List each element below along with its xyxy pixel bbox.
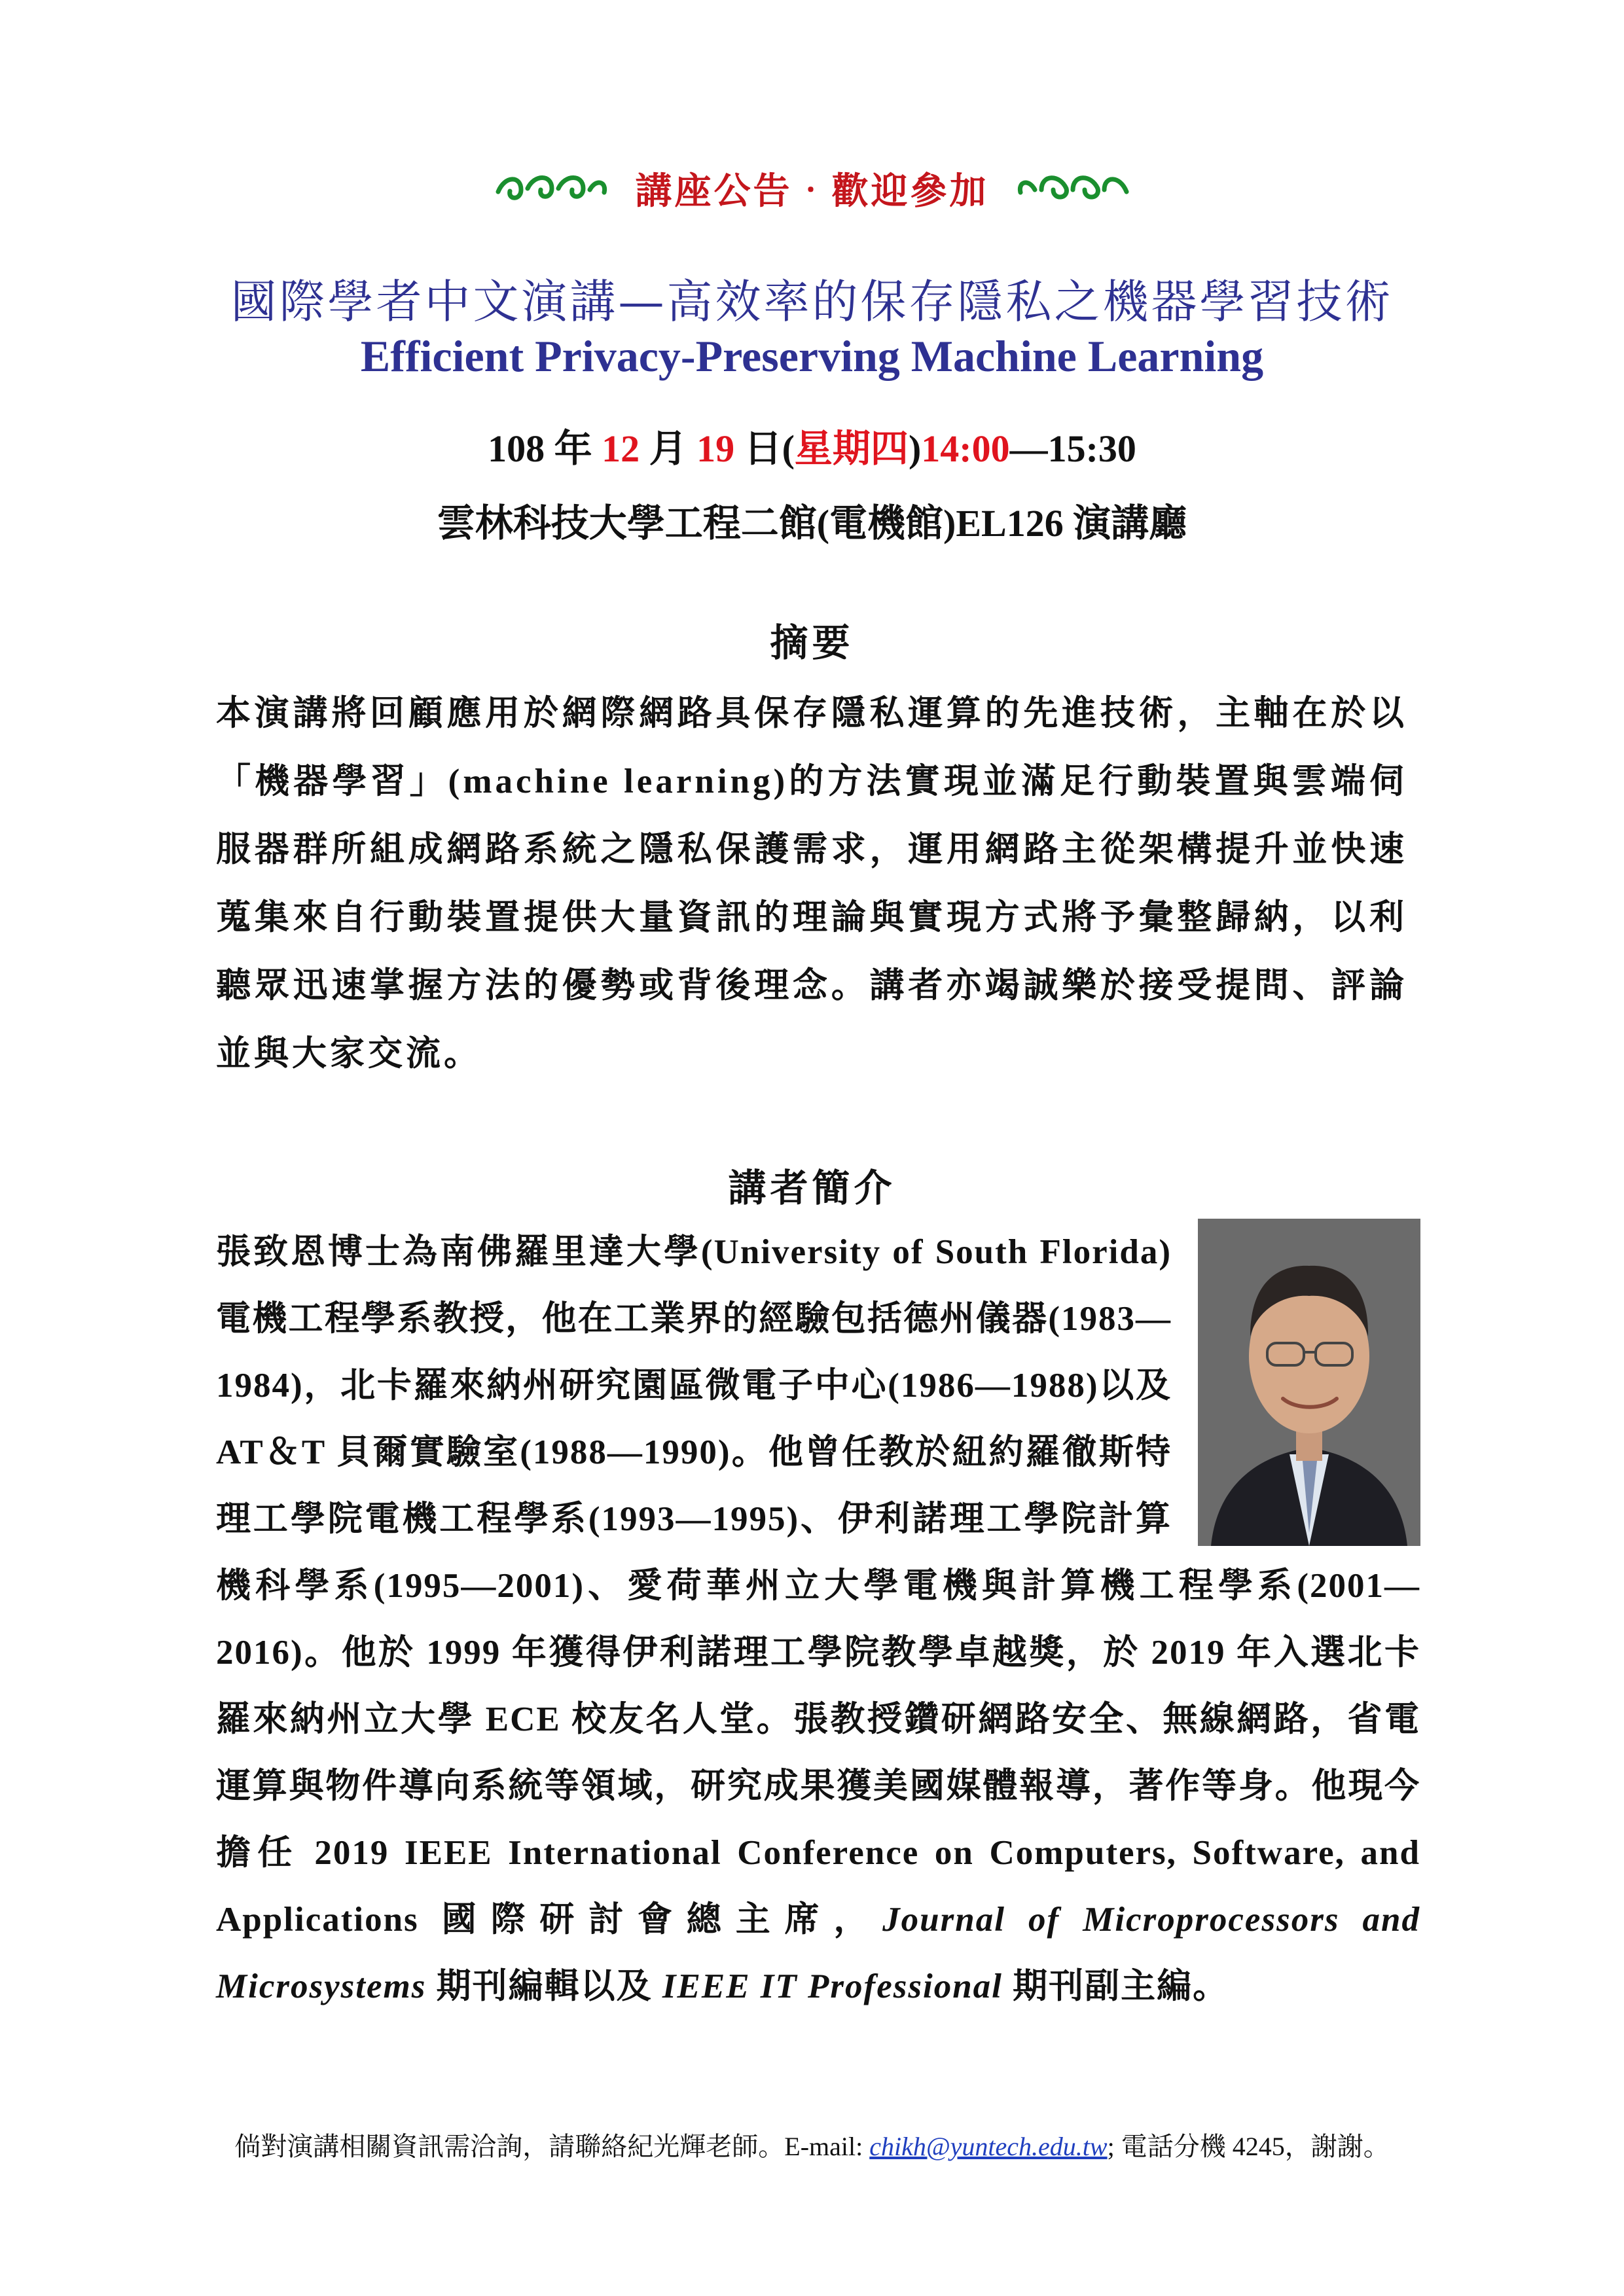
bio-text-2: 期刊編輯以及 [426, 1967, 662, 2005]
footer-email-link[interactable]: chikh@yuntech.edu.tw [869, 2132, 1108, 2161]
date-day-unit: 日( [734, 427, 795, 470]
footer-suffix: ; 電話分機 4245，謝謝。 [1107, 2132, 1390, 2161]
title-english: Efficient Privacy-Preserving Machine Learning [360, 331, 1264, 381]
date-year: 108 [488, 427, 545, 470]
right-swirl-ornament-icon [1015, 169, 1133, 208]
bio-journal-2: IEEE IT Professional [662, 1967, 1003, 2005]
date-weekday: 星期四 [794, 427, 909, 470]
time-start: 14:00 [921, 427, 1010, 470]
date-year-unit: 年 [545, 427, 602, 470]
date-weekday-close: ) [908, 427, 922, 470]
abstract-heading: 摘要 [770, 620, 854, 665]
speaker-portrait [1198, 1219, 1420, 1546]
date-month-unit: 月 [640, 427, 697, 470]
bio-text-3: 期刊副主編。 [1002, 1967, 1229, 2005]
time-end: —15:30 [1009, 427, 1136, 470]
speaker-portrait-icon [1198, 1219, 1420, 1546]
announcement-banner [0, 162, 1624, 215]
date-day: 19 [696, 427, 735, 470]
bio-text: 張致恩博士為南佛羅里達大學(University of South Florida)電機工程學系教授，他在工業界的經驗包括德州儀器(1983—1984)，北卡羅來納州研究園區微電子中心(1986—1988)以及 AT＆T 貝爾實驗室(1988—1990)。他曾任教於紐約羅徹斯特理工學院電機工程學系(1993—1995)、伊利諾理工學院計算機科學系(1995—2001)、愛荷華州立大學電機與計算機工程學系(2001—2016)。他於 1999 年獲得伊利諾理工學院教學卓越獎，於 2019 年入選北卡羅來納州立大學 ECE 校友名人堂。張教授鑽研網路安全、無線網路，省電運算與物件導向系統等領域，研究成果獲美國媒體報導，著作等身。他現今擔任 2019 IEEE International Conference on Computers, Software, and Applications 國際研討會總主席， [216, 1233, 1420, 1939]
banner-text: 講座公告‧歡迎參加 [635, 170, 989, 213]
bio-section [216, 1219, 1420, 2020]
left-swirl-ornament-icon [492, 169, 609, 208]
title-chinese: 國際學者中文演講—高效率的保存隱私之機器學習技術 [230, 275, 1394, 329]
footer-contact [0, 2126, 1624, 2163]
venue-line: 雲林科技大學工程二館(電機館)EL126 演講廳 [437, 502, 1187, 545]
bio-journal-1: Journal of Microprocessors and Microsystems [216, 1901, 1420, 2005]
date-month: 12 [602, 427, 640, 470]
footer-prefix: 倘對演講相關資訊需洽詢，請聯絡紀光輝老師。E-mail: [234, 2132, 870, 2161]
date-time-line [0, 418, 1624, 473]
abstract-body: 本演講將回顧應用於網際網路具保存隱私運算的先進技術，主軸在於以「機器學習」(machine learning)的方法實現並滿足行動裝置與雲端伺服器群所組成網路系統之隱私保護需求，運用網路主從架構提升並快速蒐集來自行動裝置提供大量資訊的理論與實現方式將予彙整歸納，以利聽眾迅速掌握方法的優勢或背後理念。講者亦竭誠樂於接受提問、評論並與大家交流。 [216, 694, 1407, 1073]
bio-heading: 講者簡介 [728, 1166, 896, 1210]
